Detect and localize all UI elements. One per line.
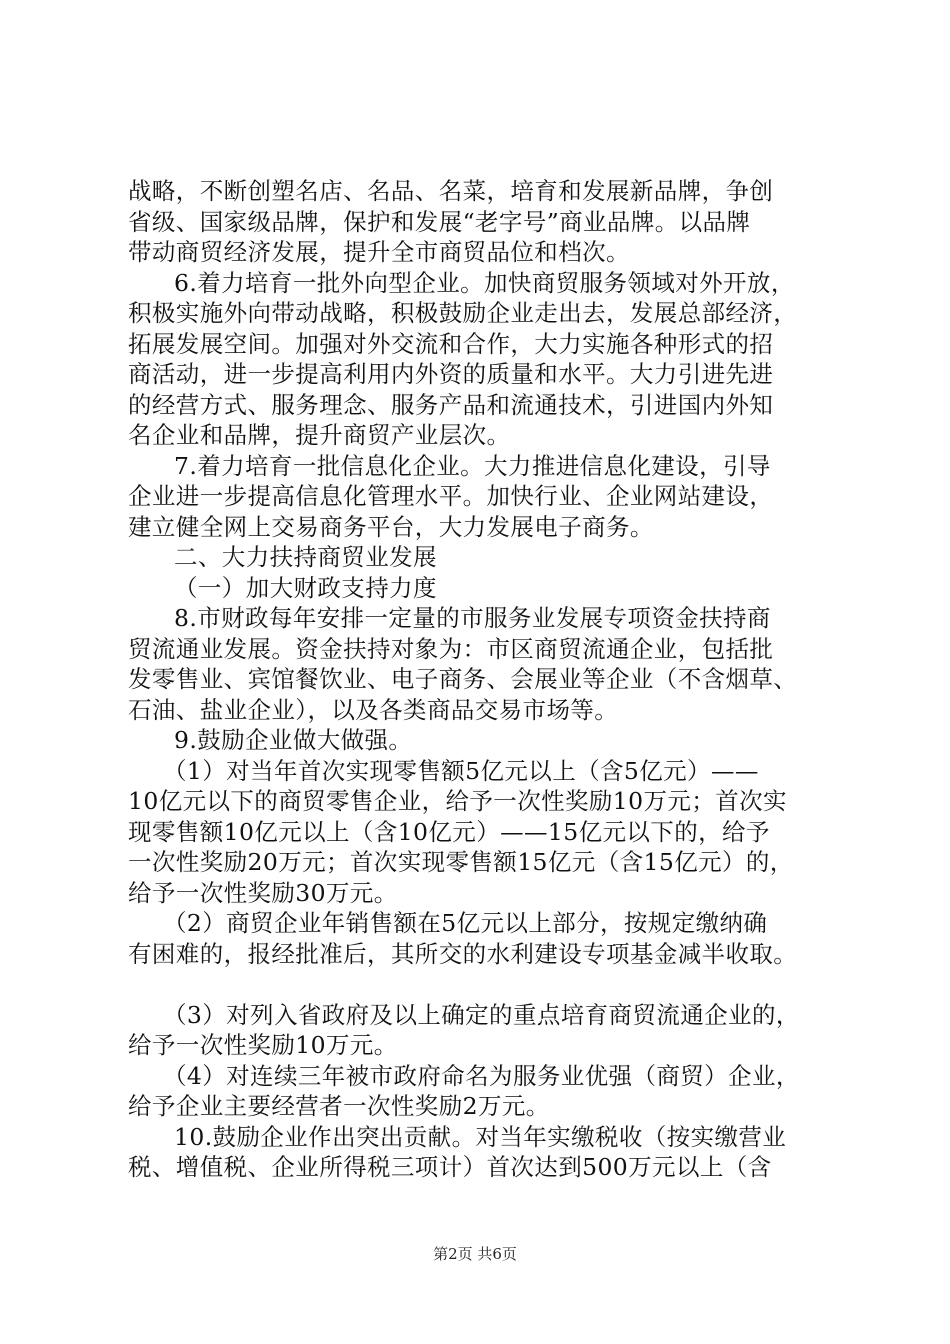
text-line: 名企业和品牌，提升商贸产业层次。	[128, 421, 511, 449]
text-line: 6.着力培育一批外向型企业。加快商贸服务领域对外开放，	[174, 268, 795, 297]
text-line: 战略，不断创塑名店、名品、名菜，培育和发展新品牌，争创	[128, 177, 774, 205]
text-line: 二、大力扶持商贸业发展	[174, 543, 437, 571]
text-line: 带动商贸经济发展，提升全市商贸品位和档次。	[128, 238, 630, 266]
text-line: 省级、国家级品牌，保护和发展“老字号”商业品牌。以品牌	[128, 207, 751, 236]
text-line: 现零售额10亿元以上（含10亿元）——15亿元以下的，给予	[128, 817, 770, 846]
text-line: 7.着力培育一批信息化企业。大力推进信息化建设，引导	[174, 451, 771, 480]
text-line: 石油、盐业企业），以及各类商品交易市场等。	[128, 695, 619, 724]
text-line: 贸流通业发展。资金扶持对象为：市区商贸流通企业，包括批	[128, 634, 774, 663]
text-line: 8.市财政每年安排一定量的市服务业发展专项资金扶持商	[174, 604, 771, 632]
text-line: 9.鼓励企业做大做强。	[174, 726, 413, 754]
text-line: （2）商贸企业年销售额在5亿元以上部分，按规定缴纳确	[163, 909, 768, 937]
text-line: 给予一次性奖励30万元。	[128, 878, 398, 907]
text-line: 拓展发展空间。加强对外交流和合作，大力实施各种形式的招	[128, 329, 774, 358]
text-line: 企业进一步提高信息化管理水平。加快行业、企业网站建设，	[128, 482, 774, 510]
text-line: 发零售业、宾馆餐饮业、电子商务、会展业等企业（不含烟草、	[128, 665, 798, 693]
text-line: 积极实施外向带动战略，积极鼓励企业走出去，发展总部经济，	[128, 299, 798, 327]
text-line: 建立健全网上交易商务平台，大力发展电子商务。	[128, 512, 654, 541]
text-line: （3）对列入省政府及以上确定的重点培育商贸流通企业的，	[163, 1000, 800, 1029]
text-line: 给予一次性奖励10万元。	[128, 1031, 398, 1059]
page-footer: 第2页 共6页	[433, 1245, 517, 1263]
text-line: 商活动，进一步提高利用内外资的质量和水平。大力引进先进	[128, 360, 774, 388]
blank-line	[128, 969, 850, 1000]
text-line: 有困难的，报经批准后，其所交的水利建设专项基金减半收取。	[128, 939, 798, 968]
text-line: 一次性奖励20万元；首次实现零售额15亿元（含15亿元）的，	[128, 848, 794, 876]
text-line: 10.鼓励企业作出突出贡献。对当年实缴税收（按实缴营业	[174, 1122, 787, 1151]
text-line: （1）对当年首次实现零售额5亿元以上（含5亿元）——	[163, 756, 759, 785]
text-line: （一）加大财政支持力度	[174, 573, 437, 602]
text-line: 给予企业主要经营者一次性奖励2万元。	[128, 1092, 550, 1120]
text-line: （4）对连续三年被市政府命名为服务业优强（商贸）企业，	[163, 1061, 800, 1090]
text-line: 10亿元以下的商贸零售企业，给予一次性奖励10万元；首次实	[128, 787, 787, 815]
text-line: 税、增值税、企业所得税三项计）首次达到500万元以上（含	[128, 1153, 772, 1181]
text-line: 的经营方式、服务理念、服务产品和流通技术，引进国内外知	[128, 390, 774, 419]
document-body	[128, 176, 850, 1183]
